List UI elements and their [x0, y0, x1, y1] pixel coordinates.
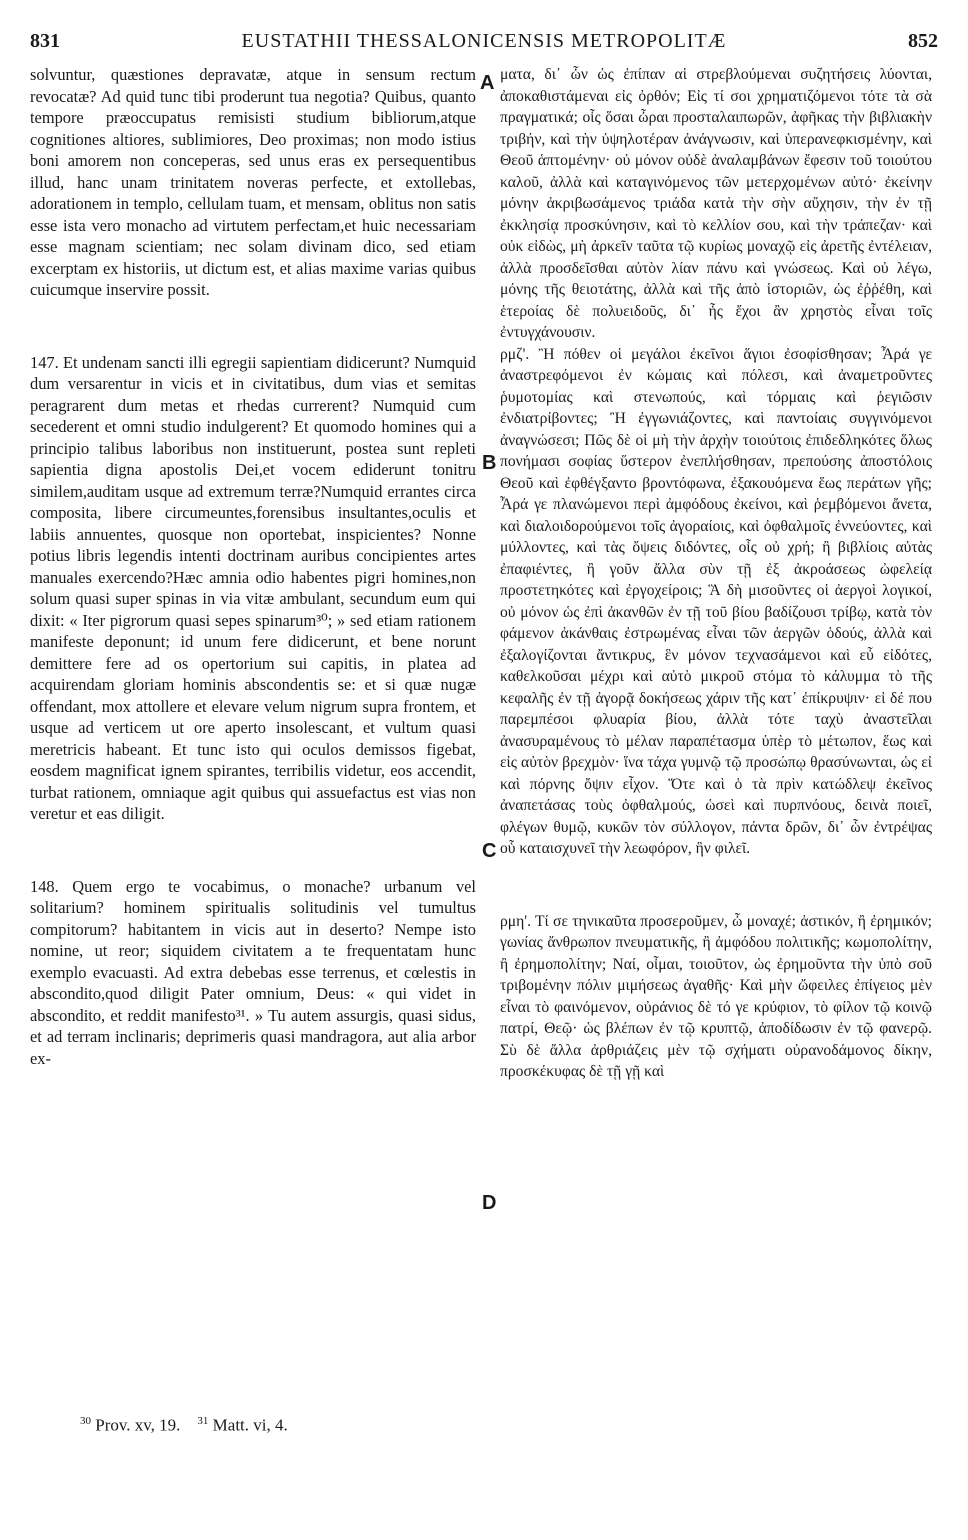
latin-paragraph-1: solvuntur, quæstiones depravatæ, atque in sensum rectum revocatæ? Ad quid tunc tibi proderunt tua negotia? Quibus, quanto tempore præoccupatus remisisti studium bibliorum,atque cognitiones altiores, sublimiores, Deo proximas; non modo istius boni amorem non conceperas, sed unus eras ex persequentibus illud, hanc unam trinitatem noveras perfecte, et extollebas, adorationem in templo, cellulam tuam, et mensam, oblitus non satis esse ista vero monacho ad virtutem perfectam,et huic necessariam esse magnam scientiam; nec solam divinam dico, sed etiam excerptam ex historiis, ut dictum est, et alias maxime varias quibus cuicumque inservire possit. — [30, 65, 476, 299]
footnotes — [80, 1415, 288, 1436]
margin-marker-d: D — [482, 1192, 497, 1214]
footnote-31-number: 31 — [197, 1415, 209, 1427]
running-header — [30, 30, 938, 60]
greek-paragraph-1: ματα, δι᾽ ὧν ὡς ἐπίπαν αἱ στρεβλούμεναι συζητήσεις λύονται, ἀποκαθιστάμεναι εἰς ὀρθόν; Εἰς τί σοι χρηματιζόμενοι τότε τὰ σὰ πραγματικά; οἷς ὅσαι ὦραι προσταλαιπωρῶν, ἀφῆκας τὴν βιβλιακὴν τριβήν, καὶ τὴν ὑψηλοτέραν ἀνάγνωσιν, καὶ ὑπερανεφκισμένην, καὶ Θεοῦ ἁπτομένην· οὐ μόνον οὐδὲ ἀναλαμβάνων ἔφεσιν τοῦ τοιούτου καλοῦ, ἀλλὰ καὶ καταγινόμενος τῶν μετερχομένων αὐτό· ἐκείνην μόνην ἀκριβωσάμενος τριάδα κατὰ τὴν σὴν αὔχησιν, τὴν ἐν τῇ ἐκκλησίᾳ προσκύνησιν, καὶ τὸ κελλίον σου, καὶ τὴν τράπεζαν· καὶ οὐκ εἰδὼς, μὴ ἀρκεῖν ταῦτα τῷ κυρίως μοναχῷ εἰς ἀρετῆς ἐντέλειαν, ἀλλὰ προσδεῖσθαι αὐτὸν λίαν πάνυ καὶ γνώσεως. Καὶ οὐ λέγω, μόνης τῆς θειοτάτης, ἀλλὰ καὶ τῆς ἀπὸ ἱστοριῶν, ὡς ἐῤῥέθη, καὶ ἑτεροίας δὲ πολυειδοῦς, δι᾽ ἧς ἔχοι ἂν χρηστὸς εἶναι τοῖς ἐντυγχάνουσιν. — [500, 66, 932, 341]
footnote-30-text: Prov. xv, 19. — [95, 1415, 181, 1435]
footnote-31-text: Matt. vi, 4. — [212, 1415, 288, 1435]
latin-column — [30, 64, 476, 1069]
running-title: EUSTATHII THESSALONICENSIS METROPOLITÆ — [241, 30, 727, 52]
greek-paragraph-148: ρμη'. Τί σε τηνικαῦτα προσεροῦμεν, ὦ μοναχέ; ἀστικόν, ἢ ἐρημικόν; γωνίας ἄνθρωπον πνευματικῆς, ἢ ἀμφόδου πολιτικῆς; κωμοπολίτην, ἢ ἐρημοπολίτην; Ναί, οἶμαι, τοιοῦτον, ὡς ἐρημοῦντα τὴν ὑπὸ σοῦ τριβομένην πόλιν μιμήσεως ἀγαθῆς· Καὶ μὴν ὤφειλες ἐπίγειος μὲν εἶναι τὸ φαινόμενον, οὐράνιος δὲ τό γε κρύφιον, τὸ φίλον τῷ κοινῷ πατρί, Θεῷ· ὡς βλέπων ἐν τῷ κρυπτῷ, ἀποδίδωσιν ἐν τῷ φανερῷ. Σὺ δὲ ἄλλα ἀρθριάζεις μὲν τῷ σχήματι οὐρανοδάμονος δίκην, προσκέκυφας δὲ τῇ γῇ καὶ — [500, 912, 932, 1080]
page-number-right: 852 — [908, 30, 938, 52]
margin-marker-a: A — [480, 72, 495, 94]
greek-paragraph-147: ρμζ'. Ἢ πόθεν οἱ μεγάλοι ἐκεῖνοι ἅγιοι ἐσοφίσθησαν; Ἆρά γε ἀναστρεφόμενοι ἐν κώμαις καὶ πόλεσι, καὶ ἀναμετροῦντες ῥυμοτομίας καὶ στενωπούς, καὶ τόρμαις καὶ ῥεγιῶσιν ἐνδιατρίβοντες; Ἢ ἐγγωνιάζοντες, καὶ παντοίαις συγγινόμενοι ἀναγνώσεσι; Πῶς δὲ οἱ μὴ τὴν ἀρχὴν τοιούτοις ἐπιδεδληκότες ὅλως πονήμασι σοφίας ὕστερον ἐνεπλήσθησαν, πρεπούσης ἀποστόλοις Θεοῦ καὶ ἐφθέγξαντο βροντόφωνα, ἐξακουόμενα ἕως περάτων γῆς; Ἆρά γε πλανώμενοι περὶ ἀμφόδους ἐκείνοι, καὶ ῥεμβόμενοι ἄνετα, καὶ διαλοιδορούμενοι τοῖς ἀγοραίοις, καὶ ὀφθαλμοῖς ἐννεύοντες, καὶ μύλλοντες, καὶ τὰς ὄψεις διδόντες, οἷς οὐ χρή; ἢ βιβλίοις αὐτὰς ἐπαφιέντες, ἢ γοῦν ἄλλα σὺν τῇ ἐξ ἀκροάσεως ὠφελείᾳ προστετηκότες καὶ ἐργοχείροις; Ἃ δὴ μισοῦντες οἱ ἀεργοὶ λογικοί, οὐ μόνον ὡς ἐπὶ ἀκανθῶν ἐν τῇ τοῦ βίου βαδίζουσι τρίβῳ, κατὰ τὸν φάμενον ἀκάνθαις ἐστρωμένας εἶναι τῶν ἀεργῶν ὁδούς, ἀλλὰ καὶ ἐξαλογίζονται ἄντικρυς, ἓν μόνον τεχνασάμενοι καὶ εὖ εἰδότες, καθελκοῦσαι μέχρι καὶ αὐτὸ μικροῦ στόμα τὸ κάλυμμα τὸ τῆς κεφαλῆς ἐν τῇ ἀγορᾷ δοκήσεως χάριν τῆς κατ᾽ ἐπίκρυψιν· εἰ δέ που παρεμπέσοι φλυαρία βίου, ἀλλὰ τότε ταχὺ ἀναστεῖλαι ἀνασυραμένους τὸ μέλαν παραπέτασμα ὑπὲρ τὸ μέτωπον, ἕως καὶ εἰς αὐτὸν βρεχμὸν· ἵνα τάχα γυμνῷ τῷ προσώπῳ θρασύνωνται, ὡς εἰ καὶ πόρνης ὄψιν εἶχον. Ὅτε καὶ ὁ τὰ πρὶν κατώδλεψ ἐκεῖνος ἀναπετάσας τοὺς ὀφθαλμούς, ὡσεὶ καὶ πυρπνόους, δεινὰ ποιεῖ, φλέγων θυμῷ, κυκῶν τὸν σύλλογον, πάντα δρῶν, δι᾽ ὧν ἐντρέψας οὗ καταισχυνεῖ τὴν λεωφόρον, ἣν φιλεῖ. — [500, 345, 932, 857]
margin-marker-c: C — [482, 840, 497, 862]
latin-paragraph-148: 148. Quem ergo te vocabimus, o monache? urbanum vel solitarium? hominem spiritualis solitudinis vel tumultus compitorum? habitantem in vicis aut in deserto? Nempe isto nomine, ut reor; siquidem civitatem a te frequentatam hunc exemplo evacuasti. Ad extra debebas esse terrenus, et cœlestis in abscondito,quod diligit Pater omnium, Deus: « qui videt in abscondito, et reddit manifesto³¹. » Tu autem assurgis, quasi sidus, et ad terram inclinaris; deprimeris quasi mandragora, aut alia arbor ex- — [30, 876, 476, 1068]
page-number-left: 831 — [30, 30, 60, 52]
footnote-30-number: 30 — [80, 1415, 91, 1427]
margin-marker-b: B — [482, 452, 497, 474]
greek-column — [500, 64, 932, 1083]
latin-paragraph-147: 147. Et undenam sancti illi egregii sapientiam didicerunt? Numquid dum versarentur in vicis et in civitatibus, dum vias et semitas peragrarent dum metas et rhedas currerent? Numquid cum secederent et omni studio indulgerent? Et quomodo homines qui a principio talibus laboribus non instituerunt, postea sunt repleti sapientia digna apostolis Dei,et vocem ediderunt tonitru similem,auditam usque ad extremum terræ?Numquid errantes circa composita, libere circumeuntes,forensibus insultantes,oculis et labiis annuentes, quosque non oportebat, inspicientes? Nonne potius libris legendis intenti doctrinam auribus concipientes artes manuales exercendo?Hæc amnia odio habentes pigri homines,non solum quasi super spinas in via vitæ ambulant, secundum eum qui dixit: « Iter pigrorum quasi sepes spinarum³⁰; » sed etiam rationem manifeste deponunt; id unum fere didicerunt, et bene norunt demittere fere ad os opertorium sui capitis, in platea ad acquirendam gloriam hominis abscondentis se: et si quæ nugæ offendant, mox attollere et elevare velum nigrum supra frontem, et usque ad verticem ut ore aperto insolescant, et vultum quasi meretricis habeant. Et tunc isto qui oculos demissos figebat, eosdem magnificat ignem spirantes, terribilis videtur, eos accendit, turbat rationem, omniaque agit quibus qui assuefactus est vias non veretur et eas diligit. — [30, 352, 476, 823]
